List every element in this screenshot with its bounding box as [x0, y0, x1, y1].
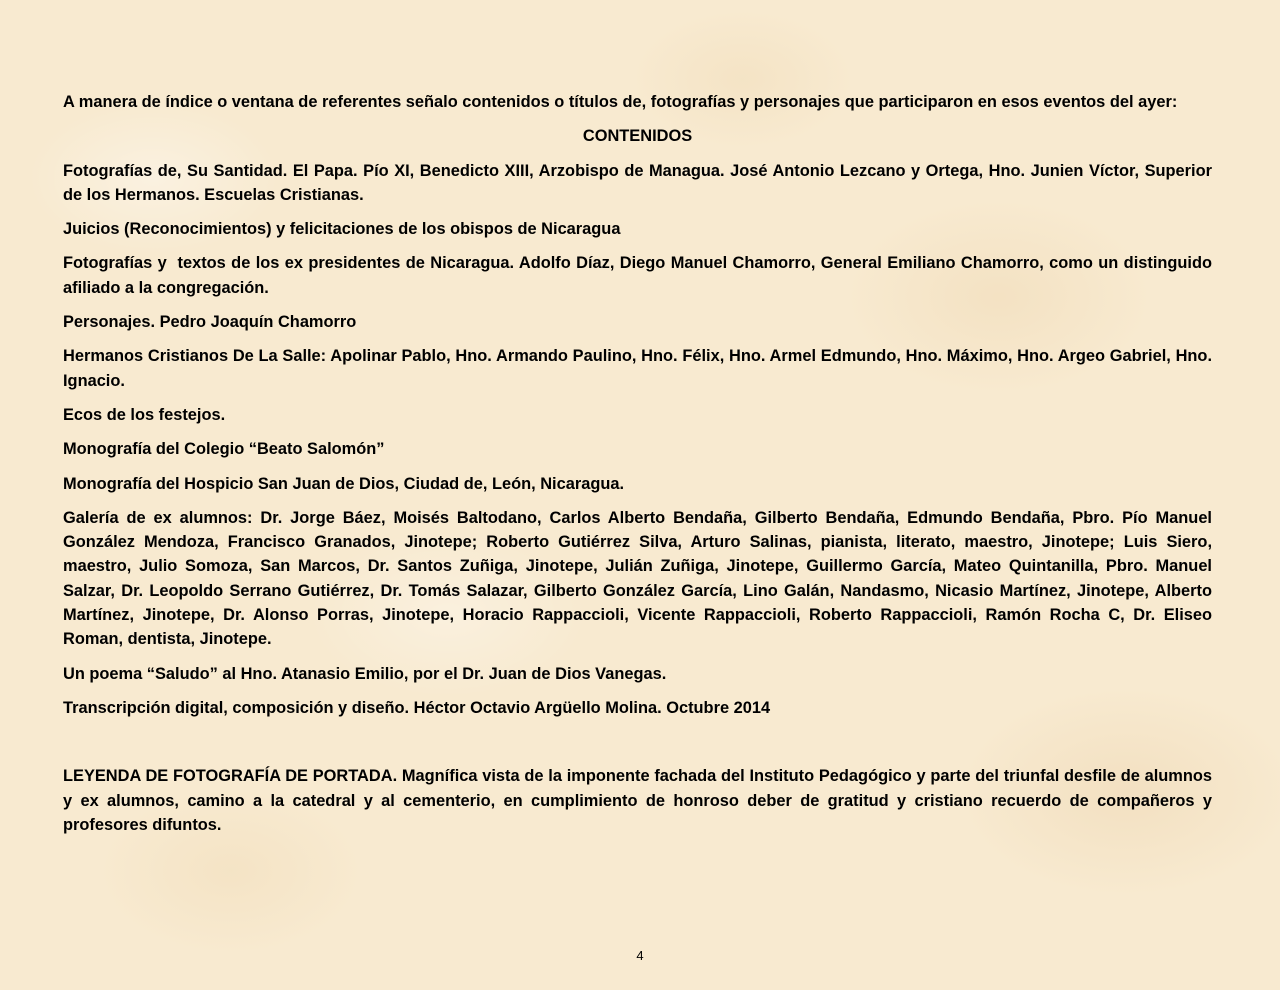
document-page	[63, 90, 1217, 847]
cover-caption: LEYENDA DE FOTOGRAFÍA DE PORTADA. Magnífica vista de la imponente fachada del Instituto Pedagógico y parte del triunfal desfile de alumnos y ex alumnos, camino a la catedral y al cementerio, en cumplimiento de honroso deber de gratitud y cristiano recuerdo de compañeros y profesores difuntos.	[63, 767, 1217, 834]
contents-item-gallery: Galería de ex alumnos: Dr. Jorge Báez, Moisés Baltodano, Carlos Alberto Bendaña, Gilberto Bendaña, Edmundo Bendaña, Pbro. Pío Manuel González Mendoza, Francisco Granados, Jinotepe; Roberto Gutiérrez Silva, Arturo Salinas, pianista, literato, maestro, Jinotepe; Luis Siero, maestro, Julio Somoza, San Marcos, Dr. Santos Zuñiga, Jinotepe, Julián Zuñiga, Jinotepe, Guillermo García, Mateo Quintanilla, Pbro. Manuel Salzar, Dr. Leopoldo Serrano Gutiérrez, Dr. Tomás Salazar, Gilberto González García, Lino Galán, Nandasmo, Nicasio Martínez, Jinotepe, Alberto Martínez, Jinotepe, Dr. Alonso Porras, Jinotepe, Horacio Rappaccioli, Vicente Rappaccioli, Roberto Rappaccioli, Ramón Rocha C, Dr. Eliseo Roman, dentista, Jinotepe.	[63, 508, 1217, 649]
contents-item-personajes: Personajes. Pedro Joaquín Chamorro	[63, 313, 357, 332]
contents-heading: CONTENIDOS	[582, 127, 693, 146]
contents-item-judgments: Juicios (Reconocimientos) y felicitaciones de los obispos de Nicaragua	[63, 220, 621, 239]
contents-item-poem: Un poema “Saludo” al Hno. Atanasio Emilio, por el Dr. Juan de Dios Vanegas.	[63, 664, 667, 683]
section-spacer	[63, 730, 1212, 764]
contents-item-festejos: Ecos de los festejos.	[63, 405, 226, 424]
contents-item-brothers: Hermanos Cristianos De La Salle: Apolinar Pablo, Hno. Armando Paulino, Hno. Félix, Hno. Armel Edmundo, Hno. Máximo, Hno. Argeo Gabriel, Hno. Ignacio.	[63, 347, 1217, 390]
page-number: 4	[636, 948, 644, 963]
contents-item-hospicio: Monografía del Hospicio San Juan de Dios, Ciudad de, León, Nicaragua.	[63, 474, 625, 493]
contents-item-photos: Fotografías de, Su Santidad. El Papa. Pío XI, Benedicto XIII, Arzobispo de Managua. José Antonio Lezcano y Ortega, Hno. Junien Víctor, Superior de los Hermanos. Escuelas Cristianas.	[63, 161, 1217, 204]
contents-item-transcription: Transcripción digital, composición y diseño. Héctor Octavio Argüello Molina. Octubre 2014	[63, 698, 771, 717]
contents-item-presidents: Fotografías y textos de los ex presidentes de Nicaragua. Adolfo Díaz, Diego Manuel Chamorro, General Emiliano Chamorro, como un distinguido afiliado a la congregación.	[63, 254, 1217, 297]
intro-paragraph: A manera de índice o ventana de referentes señalo contenidos o títulos de, fotografías y personajes que participaron en esos eventos del ayer:	[63, 93, 1178, 111]
contents-item-colegio: Monografía del Colegio “Beato Salomón”	[63, 440, 385, 459]
